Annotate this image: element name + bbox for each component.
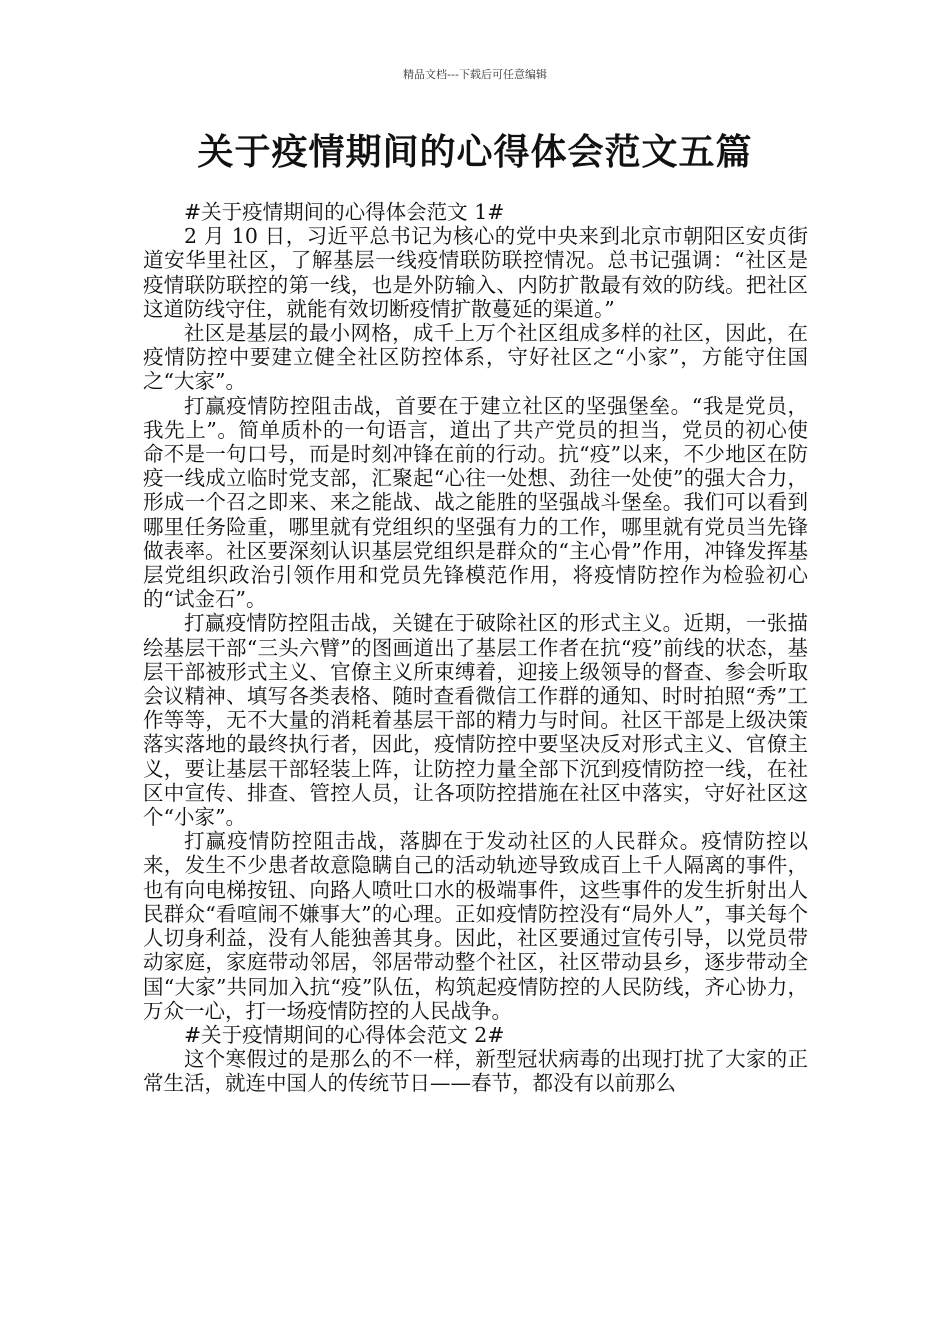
paragraph: 打赢疫情防控阻击战，落脚在于发动社区的人民群众。疫情防控以来，发生不少患者故意隐瞒自己的活动轨迹导致成百上千人隔离的事件，也有向电梯按钮、向路人喷吐口水的极端事件，这些事件的发生折射出人民群众“看喧闹不嫌事大”的心理。正如疫情防控没有“局外人”，事关每个人切身利益，没有人能独善其身。因此，社区要通过宣传引导，以党员带动家庭，家庭带动邻居，邻居带动整个社区，社区带动县乡，逐步带动全国“大家”共同加入抗“疫”队伍，构筑起疫情防控的人民防线，齐心协力，万众一心，打一场疫情防控的人民战争。	[143, 829, 808, 1023]
paragraph: 打赢疫情防控阻击战，首要在于建立社区的坚强堡垒。“我是党员，我先上”。简单质朴的一句语言，道出了共产党员的担当，党员的初心使命不是一句口号，而是时刻冲锋在前的行动。抗“疫”以来，不少地区在防疫一线成立临时党支部，汇聚起“心往一处想、劲往一处使”的强大合力，形成一个召之即来、来之能战、战之能胜的坚强战斗堡垒。我们可以看到哪里任务险重，哪里就有党组织的坚强有力的工作，哪里就有党员当先锋做表率。社区要深刻认识基层党组织是群众的“主心骨”作用，冲锋发挥基层党组织政治引领作用和党员先锋模范作用，将疫情防控作为检验初心的“试金石”。	[143, 393, 808, 612]
section-heading-2: #关于疫情期间的心得体会范文 2#	[184, 1022, 505, 1047]
paragraph: 打赢疫情防控阻击战，关键在于破除社区的形式主义。近期，一张描绘基层干部“三头六臂”的图画道出了基层工作者在抗“疫”前线的状态，基层干部被形式主义、官僚主义所束缚着，迎接上级领导的督查、参会听取会议精神、填写各类表格、随时查看微信工作群的通知、时时拍照“秀”工作等等，无不大量的消耗着基层干部的精力与时间。社区干部是上级决策落实落地的最终执行者，因此，疫情防控中要坚决反对形式主义、官僚主义，要让基层干部轻装上阵，让防控力量全部下沉到疫情防控一线，在社区中宣传、排查、管控人员，让各项防控措施在社区中落实，守好社区这个“小家”。	[143, 611, 808, 830]
document-title: 关于疫情期间的心得体会范文五篇	[197, 132, 753, 173]
header-note: 精品文档---下载后可任意编辑	[403, 68, 547, 81]
paragraph: 2 月 10 日，习近平总书记为核心的党中央来到北京市朝阳区安贞街道安华里社区，了解基层一线疫情联防联控情况。总书记强调：“社区是疫情联防联控的第一线，也是外防输入、内防扩散最有效的防线。把社区这道防线守住，就能有效切断疫情扩散蔓延的渠道。”	[143, 224, 808, 321]
paragraph: 这个寒假过的是那么的不一样，新型冠状病毒的出现打扰了大家的正常生活，就连中国人的传统节日——春节，都没有以前那么	[143, 1047, 808, 1096]
paragraph: 社区是基层的最小网格，成千上万个社区组成多样的社区，因此，在疫情防控中要建立健全社区防控体系，守好社区之“小家”，方能守住国之“大家”。	[143, 321, 808, 394]
document-body	[143, 200, 808, 1096]
section-heading-1: #关于疫情期间的心得体会范文 1#	[184, 200, 505, 224]
